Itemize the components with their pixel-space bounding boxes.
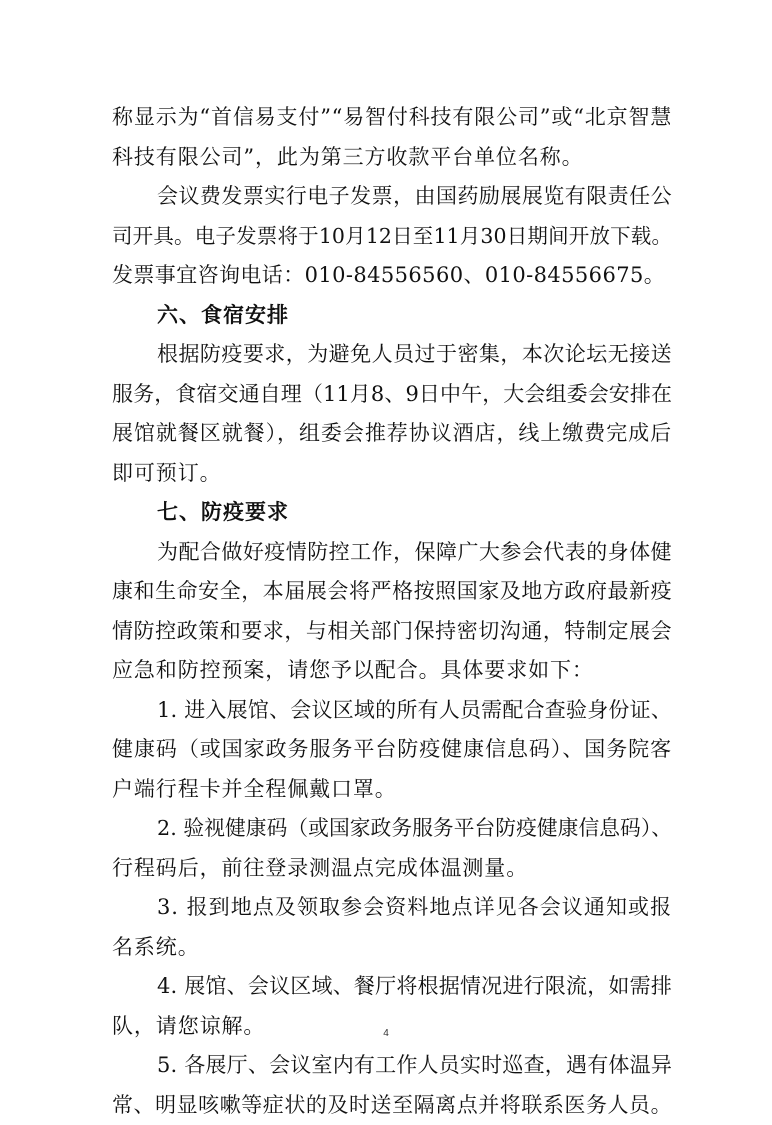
page-number: 4 bbox=[0, 1028, 772, 1039]
text-line-1: 称显示为“首信易支付”“易智付科技有限公司”或“北京智慧 bbox=[112, 98, 672, 138]
section-heading-epidemic-prevention: 七、防疫要求 bbox=[112, 493, 672, 533]
text-line-5: 发票事宜咨询电话：010-84556560、010-84556675。 bbox=[112, 256, 672, 296]
text-line-12: 为配合做好疫情防控工作，保障广大参会代表的身体健 bbox=[112, 533, 672, 573]
list-item-3-line-1: 3. 报到地点及领取参会资料地点详见各会议通知或报 bbox=[112, 888, 672, 928]
list-item-4-line-2: 队，请您谅解。 bbox=[112, 1007, 672, 1047]
list-item-4-line-1: 4. 展馆、会议区域、餐厅将根据情况进行限流，如需排 bbox=[112, 967, 672, 1007]
section-heading-accommodation: 六、食宿安排 bbox=[112, 296, 672, 336]
text-line-3: 会议费发票实行电子发票，由国药励展展览有限责任公 bbox=[112, 177, 672, 217]
list-item-1-line-1: 1. 进入展馆、会议区域的所有人员需配合查验身份证、 bbox=[112, 691, 672, 731]
list-item-2-line-2: 行程码后，前往登录测温点完成体温测量。 bbox=[112, 849, 672, 889]
list-item-3-line-2: 名系统。 bbox=[112, 928, 672, 968]
list-item-2-line-1: 2. 验视健康码（或国家政务服务平台防疫健康信息码）、 bbox=[112, 809, 672, 849]
list-item-1-line-2: 健康码（或国家政务服务平台防疫健康信息码）、国务院客 bbox=[112, 730, 672, 770]
text-line-7: 根据防疫要求，为避免人员过于密集，本次论坛无接送 bbox=[112, 335, 672, 375]
text-line-4: 司开具。电子发票将于10月12日至11月30日期间开放下载。 bbox=[112, 217, 672, 257]
list-item-1-line-3: 户端行程卡并全程佩戴口罩。 bbox=[112, 770, 672, 810]
text-line-2: 科技有限公司”，此为第三方收款平台单位名称。 bbox=[112, 138, 672, 178]
list-item-5-line-2: 常、明显咳嗽等症状的及时送至隔离点并将联系医务人员。 bbox=[112, 1086, 672, 1125]
text-line-9: 展馆就餐区就餐），组委会推荐协议酒店，线上缴费完成后 bbox=[112, 414, 672, 454]
text-line-8: 服务，食宿交通自理（11月8、9日中午，大会组委会安排在 bbox=[112, 375, 672, 415]
text-line-15: 应急和防控预案，请您予以配合。具体要求如下： bbox=[112, 651, 672, 691]
list-item-5-line-1: 5. 各展厅、会议室内有工作人员实时巡查，遇有体温异 bbox=[112, 1046, 672, 1086]
text-line-10: 即可预订。 bbox=[112, 454, 672, 494]
text-line-13: 康和生命安全，本届展会将严格按照国家及地方政府最新疫 bbox=[112, 572, 672, 612]
text-line-14: 情防控政策和要求，与相关部门保持密切沟通，特制定展会 bbox=[112, 612, 672, 652]
